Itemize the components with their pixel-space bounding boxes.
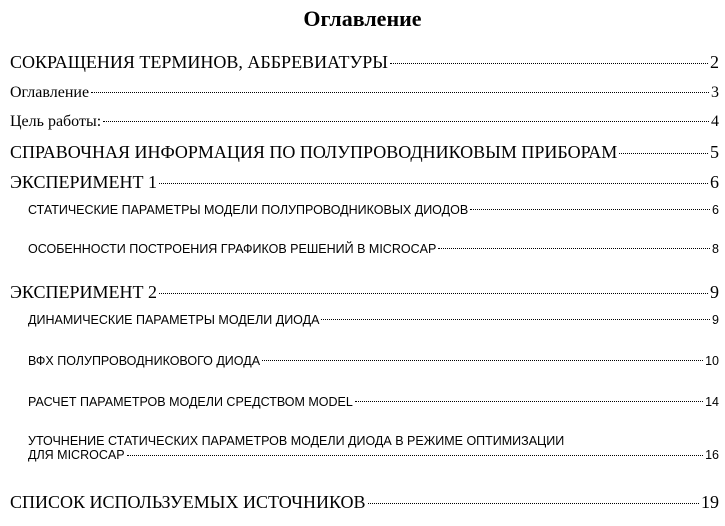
toc-subentry[interactable] — [28, 395, 719, 409]
toc-subentry-label-line2: ДЛЯ MICROCAP — [28, 448, 125, 462]
toc-subentry-page: 8 — [712, 242, 719, 256]
toc-entry-page: 6 — [710, 172, 719, 192]
toc-entry-label: Оглавление — [10, 84, 90, 101]
toc-entry-label: Цель работы: — [10, 113, 102, 130]
toc-entry-page: 4 — [711, 113, 719, 130]
toc-entry-page: 5 — [710, 142, 719, 162]
toc-leader-dots — [127, 455, 704, 456]
toc-subentry-label: ДИНАМИЧЕСКИЕ ПАРАМЕТРЫ МОДЕЛИ ДИОДА — [28, 313, 320, 327]
toc-entry-label: СПРАВОЧНАЯ ИНФОРМАЦИЯ ПО ПОЛУПРОВОДНИКОВЫМ ПРИБОРАМ — [10, 142, 618, 162]
toc-subentry-label: ОСОБЕННОСТИ ПОСТРОЕНИЯ ГРАФИКОВ РЕШЕНИЙ В MICROCAP — [28, 242, 437, 256]
toc-subentry-label: ВФХ ПОЛУПРОВОДНИКОВОГО ДИОДА — [28, 354, 261, 368]
toc-entry-page: 3 — [711, 84, 719, 101]
toc-subentry-page: 14 — [705, 395, 719, 409]
toc-subentry-label: РАСЧЕТ ПАРАМЕТРОВ МОДЕЛИ СРЕДСТВОМ MODEL — [28, 395, 353, 409]
toc-subentry-page: 10 — [705, 354, 719, 368]
toc-subentry-page: 6 — [712, 203, 719, 217]
toc-leader-dots — [103, 121, 709, 122]
toc-subentry-page: 9 — [712, 313, 719, 327]
toc-entry-label: СОКРАЩЕНИЯ ТЕРМИНОВ, АББРЕВИАТУРЫ — [10, 52, 388, 72]
toc-leader-dots — [321, 319, 710, 320]
toc-subentry[interactable] — [28, 313, 719, 327]
page-title: Оглавление — [303, 6, 422, 31]
toc-entry[interactable] — [10, 492, 719, 513]
toc-subentry-label-line1: УТОЧНЕНИЕ СТАТИЧЕСКИХ ПАРАМЕТРОВ МОДЕЛИ ДИОДА В РЕЖИМЕ ОПТИМИЗАЦИИ — [28, 434, 565, 448]
toc-leader-dots — [368, 503, 699, 504]
toc-leader-dots — [159, 183, 708, 184]
toc-entry-label: ЭКСПЕРИМЕНТ 1 — [10, 172, 157, 192]
toc-subentry[interactable] — [28, 354, 719, 368]
toc-entry[interactable] — [10, 142, 719, 163]
toc-entry-page: 19 — [701, 492, 719, 512]
toc-subentry[interactable] — [28, 434, 719, 462]
toc-leader-dots — [438, 248, 710, 249]
toc-entry-label: ЭКСПЕРИМЕНТ 2 — [10, 282, 157, 302]
toc-entry[interactable] — [10, 172, 719, 193]
toc-leader-dots — [470, 209, 710, 210]
toc-entry-label: СПИСОК ИСПОЛЬЗУЕМЫХ ИСТОЧНИКОВ — [10, 492, 366, 512]
toc-leader-dots — [355, 401, 703, 402]
toc-leader-dots — [91, 92, 709, 93]
toc-leader-dots — [262, 360, 703, 361]
toc-entry[interactable] — [10, 52, 719, 73]
toc-leader-dots — [619, 153, 708, 154]
toc-subentry[interactable] — [28, 242, 719, 256]
toc-entry[interactable] — [10, 113, 719, 131]
toc-entry-page: 9 — [710, 282, 719, 302]
toc-subentry-page: 16 — [705, 448, 719, 462]
toc-entry-page: 2 — [710, 52, 719, 72]
toc-leader-dots — [159, 293, 708, 294]
toc-entry[interactable] — [10, 84, 719, 102]
toc-subentry[interactable] — [28, 203, 719, 217]
toc-subentry-label: СТАТИЧЕСКИЕ ПАРАМЕТРЫ МОДЕЛИ ПОЛУПРОВОДНИКОВЫХ ДИОДОВ — [28, 203, 469, 217]
toc-leader-dots — [390, 63, 708, 64]
toc-entry[interactable] — [10, 282, 719, 303]
